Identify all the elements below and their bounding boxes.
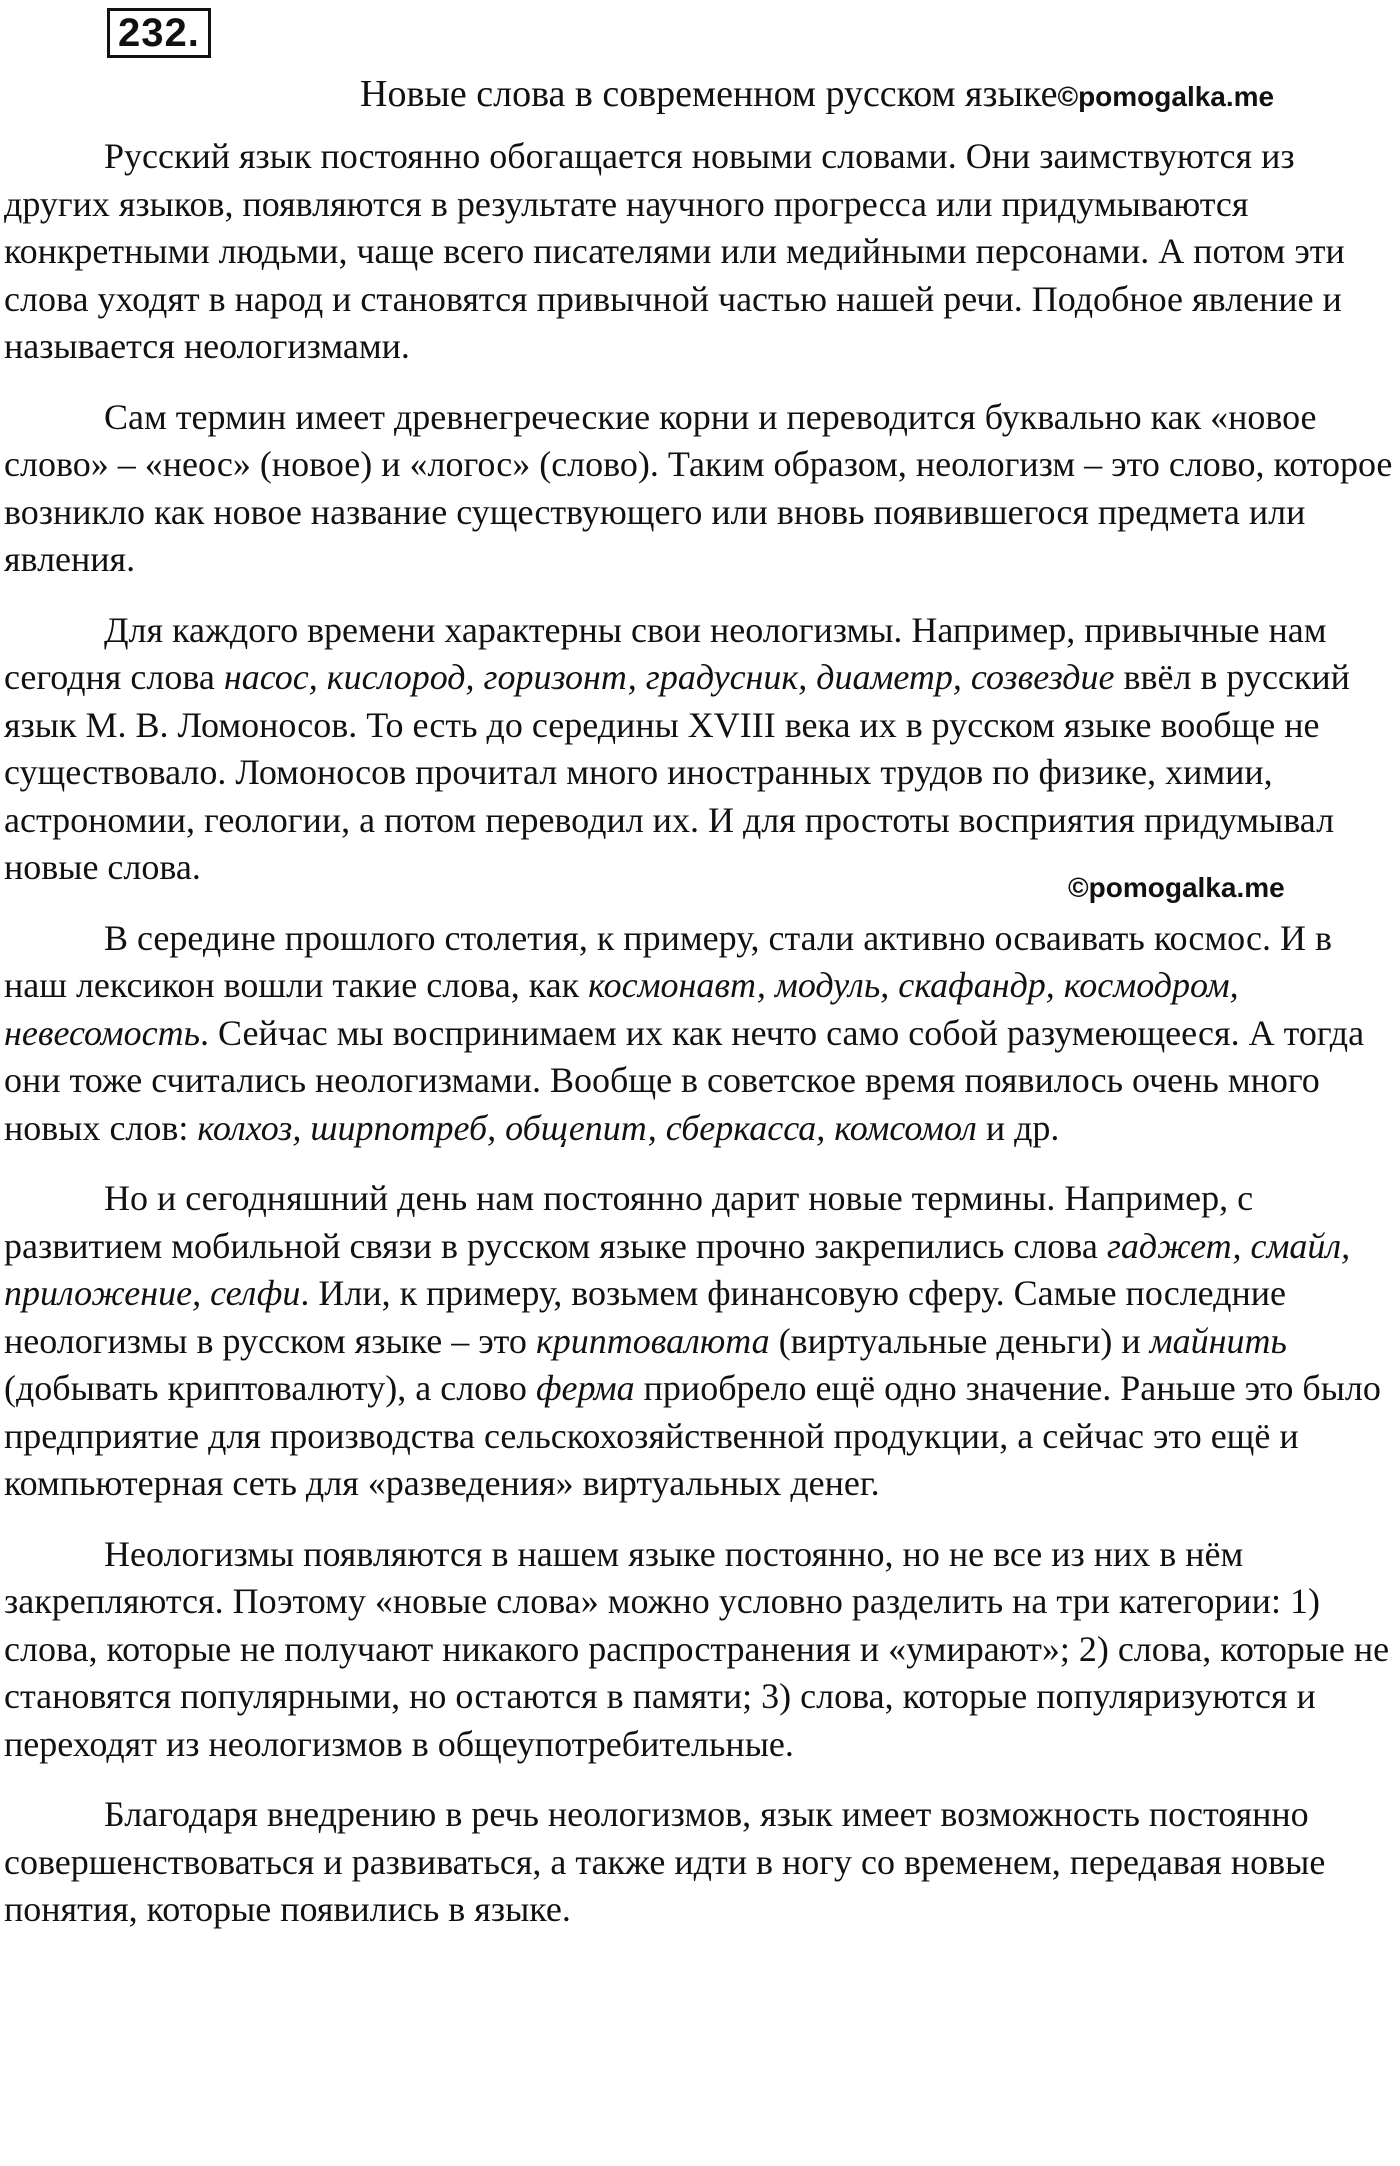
exercise-number: 232. [107,8,211,58]
paragraph [4,1531,1396,1769]
paragraph-text: Для каждого времени характерны свои неологизмы. Например, привычные нам сегодня слова [4,609,1327,697]
paragraph-text: приобрело ещё одно значение. Раньше это было предприятие для производства сельскохозяйственной продукции, а сейчас это ещё и компьютерная сеть для «разведения» виртуальных денег. [4,1368,1381,1503]
paragraph-text: Благодаря внедрению в речь неологизмов, язык имеет возможность постоянно совершенствоваться и развиваться, а также идти в ногу со временем, передавая новые понятия, которые появились в языке. [4,1794,1326,1929]
paragraph-text: . Сейчас мы воспринимаем их как нечто само собой разумеющееся. А тогда они тоже считались неологизмами. Вообще в советское время появилось очень много новых слов: [4,1012,1365,1148]
paragraph [4,133,1396,371]
paragraph-text: (виртуальные деньги) и [769,1320,1150,1361]
paragraph-text: Неологизмы появляются в нашем языке постоянно, но не все из них в нём закрепляются. Поэтому «новые слова» можно условно разделить на три категории: 1) слова, которые не получают никакого распространения и «умирают»; 2) слова, которые не становятся популярными, но остаются в памяти; 3) слова, которые популяризуются и переходят из неологизмов в общеупотребительные. [4,1533,1390,1764]
paragraph [4,1175,1396,1508]
paragraph [4,1791,1396,1934]
italic-examples: космонавт, модуль, скафандр, космодром, невесомость [4,965,1239,1053]
paragraph-text: (добывать криптовалюту), а слово [4,1368,536,1408]
text-title: Новые слова в современном русском языке [360,73,1058,115]
italic-examples: криптовалюта [535,1320,770,1361]
paragraph-text: Сам термин имеет древнегреческие корни и переводится буквально как «новое слово» – «неос» (новое) и «логос» (слово). Таким образом, неологизм – это слово, которое возникло как новое название существующего или вновь появившегося предмета или явления. [4,396,1393,579]
italic-examples: майнить [1149,1320,1287,1361]
paragraph-text: Но и сегодняшний день нам постоянно дарит новые термины. Например, с развитием мобильной связи в русском языке прочно закрепились слова [4,1178,1254,1266]
italic-examples: насос, кислород, горизонт, градусник, диаметр, созвездие [223,657,1115,697]
paragraph [4,915,1396,1153]
text-title-line [360,70,1274,121]
paragraph-text: и др. [976,1107,1060,1148]
paragraph-text: В середине прошлого столетия, к примеру, стали активно осваивать космос. И в наш лексикон вошли такие слова, как [4,917,1333,1005]
italic-examples: колхоз, ширпотреб, общепит, сберкасса, комсомол [197,1107,977,1148]
paragraph-text: . Или, к примеру, возьмем финансовую сферу. Самые последние неологизмы в русском языке – это [4,1273,1286,1361]
italic-examples: ферма [535,1368,635,1408]
paragraph-text: ввёл в русский язык М. В. Ломоносов. То есть до середины XVIII века их в русском языке вообще не существовало. Ломоносов прочитал много иностранных трудов по физике, химии, астрономии, геологии, а потом переводил их. И для простоты восприятия придумывал новые слова. [4,657,1350,887]
italic-examples: гаджет, смайл, приложение, селфи [4,1225,1351,1313]
text-body [4,133,1396,1957]
paragraph-text: Русский язык постоянно обогащается новыми словами. Они заимствуются из других языков, появляются в результате научного прогресса или придумываются конкретными людьми, чаще всего писателями или медийными персонами. А потом эти слова уходят в народ и становятся привычной частью нашей речи. Подобное явление и называется неологизмами. [4,136,1345,366]
paragraph [4,394,1396,584]
watermark-middle: ©pomogalka.me [1068,872,1285,903]
watermark-top: ©pomogalka.me [1057,81,1275,112]
paragraph [4,607,1396,892]
